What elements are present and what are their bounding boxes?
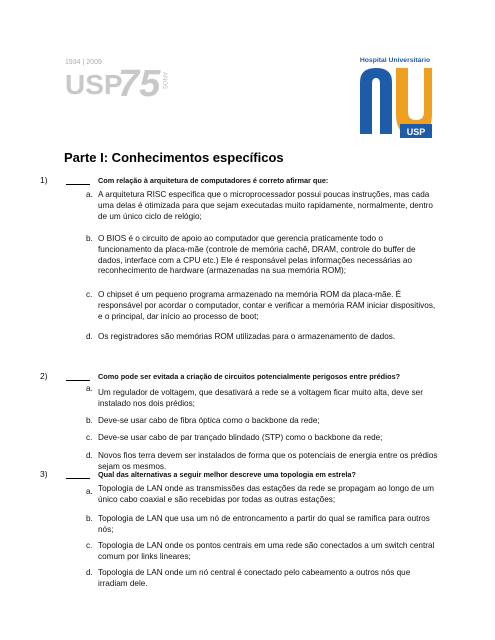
option-letter: d. xyxy=(86,568,93,577)
option-text: A arquitetura RISC especifica que o microprocessador possui poucas instruções, mas cada uma delas é otimizada para que sejam executadas muito rapidamente, normalmente, dentro de um único ciclo de relógio; xyxy=(98,190,433,221)
answer-blank xyxy=(66,380,90,381)
option-text: Topologia de LAN onde um nó central é conectado pelo cabeamento a outros nós que irradiam dele. xyxy=(98,568,411,588)
logo-years: 1934 | 2009 xyxy=(65,59,102,66)
part-title: Parte I: Conhecimentos específicos xyxy=(64,150,284,165)
option-letter: b. xyxy=(86,514,93,523)
answer-blank xyxy=(66,478,90,479)
logo-usp-text: USP xyxy=(65,69,123,100)
option-c xyxy=(86,290,438,322)
option-text: O BIOS é o circuito de apoio ao computador que gerencia praticamente todo o funcionamento da placa-mãe (controle de memória cachê, DRAM, controle do buffer de dados, interface com a CPU etc.) Ele é responsável pelas informações necessárias ao reconhecimento de hardware (armazenadas na sua memória ROM); xyxy=(98,234,416,276)
option-letter: b. xyxy=(86,234,93,243)
logo-anos-text: ANOS xyxy=(161,72,167,90)
option-text: Os registradores são memórias ROM utilizadas para o armazenamento de dados. xyxy=(98,332,396,341)
option-a xyxy=(86,484,438,506)
option-text: Um regulador de voltagem, que desativará a rede se a voltagem ficar muito alta, deve ser instalado nos dois prédios; xyxy=(98,388,423,408)
option-letter: c. xyxy=(86,290,93,299)
option-letter: d. xyxy=(86,332,93,341)
option-text: Topologia de LAN que usa um nó de entroncamento a partir do qual se ramifica para outros nós; xyxy=(98,514,430,534)
question-stem: Qual das alternativas a seguir melhor descreve uma topologia em estrela? xyxy=(98,470,356,479)
option-letter: d. xyxy=(86,451,93,460)
option-text: O chipset é um pequeno programa armazenado na memória ROM da placa-mãe. É responsável por acordar o computador, contar e verificar a memória RAM iniciar dispositivos, e o principal, dar início ao processo de boot; xyxy=(98,290,436,321)
option-letter: c. xyxy=(86,433,93,442)
question-number: 2) xyxy=(40,371,48,381)
option-letter: a. xyxy=(86,384,93,393)
option-b xyxy=(86,416,438,427)
option-letter: c. xyxy=(86,541,93,550)
hospital-name: Hospital Universitário xyxy=(359,57,431,64)
option-letter: a. xyxy=(86,190,93,199)
option-text: Deve-se usar cabo de par trançado blindado (STP) como o backbone da rede; xyxy=(98,433,383,442)
logo-75-number: 75 xyxy=(118,63,161,105)
option-text: Topologia de LAN onde as transmissões das estações da rede se propagam ao longo de um único cabo coaxial e são recebidas por todas as outras estações; xyxy=(98,484,434,504)
option-text: Deve-se usar cabo de fibra óptica como o backbone da rede; xyxy=(98,416,320,425)
option-d xyxy=(86,332,438,343)
option-letter: a. xyxy=(86,487,93,496)
usp-badge-text: USP xyxy=(406,127,426,137)
option-a xyxy=(86,384,438,410)
hu-letter-h-shape xyxy=(360,68,392,134)
option-a xyxy=(86,190,438,222)
hospital-universitario-logo xyxy=(356,54,434,144)
usp-75-anos-logo xyxy=(62,44,172,114)
option-letter: b. xyxy=(86,416,93,425)
question-stem: Como pode ser evitada a criação de circuitos potencialmente perigosos entre prédios? xyxy=(98,372,401,381)
option-text: Topologia de LAN onde os pontos centrais em uma rede são conectados a um switch central comum por links lineares; xyxy=(98,541,435,561)
question-number: 3) xyxy=(40,469,48,479)
option-b xyxy=(86,234,438,277)
answer-blank xyxy=(66,184,90,185)
option-d xyxy=(86,568,438,590)
option-b xyxy=(86,514,438,536)
option-c xyxy=(86,541,438,563)
option-c xyxy=(86,433,438,444)
option-text: Novos fios terra devem ser instalados de forma que os potenciais de energia entre os prédios sejam os mesmos. xyxy=(98,451,438,471)
question-stem: Com relação à arquitetura de computadores é correto afirmar que: xyxy=(98,176,329,185)
question-number: 1) xyxy=(40,175,48,185)
